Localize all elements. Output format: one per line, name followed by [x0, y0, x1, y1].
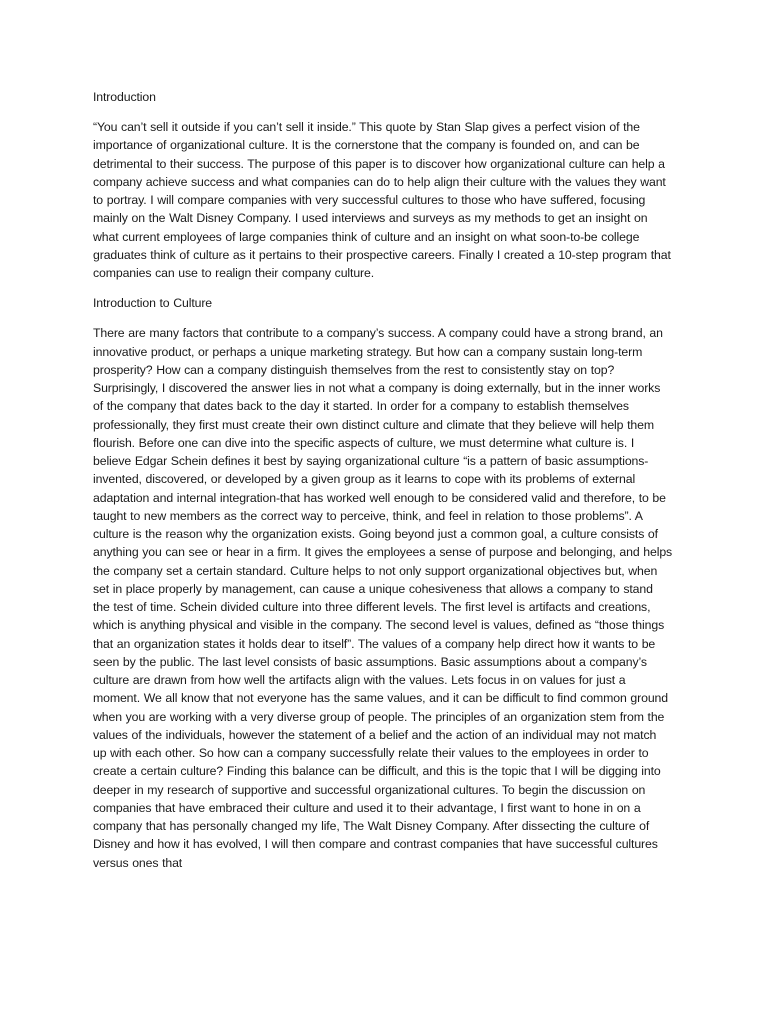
- paragraph-introduction: “You can’t sell it outside if you can’t sell it inside.” This quote by Stan Slap gives a perfect vision of the importance of organizational culture. It is the cornerstone that the company is founded on, and can be detrimental to their success. The purpose of this paper is to discover how organizational culture can help a company achieve success and what companies can do to help align their culture with the values they want to portray. I will compare companies with very successful cultures to those who have suffered, focusing mainly on the Walt Disney Company. I used interviews and surveys as my methods to get an insight on what current employees of large companies think of culture and an insight on what soon-to-be college graduates think of culture as it pertains to their prospective careers. Finally I created a 10-step program that companies can use to realign their company culture.: [93, 120, 671, 280]
- paragraph-introduction-to-culture: There are many factors that contribute to a company’s success. A company could have a strong brand, an innovative product, or perhaps a unique marketing strategy. But how can a company sustain long-term prosperity? How can a company distinguish themselves from the rest to consistently stay on top? Surprisingly, I discovered the answer lies in not what a company is doing externally, but in the inner works of the company that dates back to the day it started. In order for a company to establish themselves professionally, they first must create their own distinct culture and climate that they believe will help them flourish. Before one can dive into the specific aspects of culture, we must determine what culture is. I believe Edgar Schein defines it best by saying organizational culture “is a pattern of basic assumptions-invented, discovered, or developed by a given group as it learns to cope with its problems of external adaptation and internal integration-that has worked well enough to be considered valid and therefore, to be taught to new members as the correct way to perceive, think, and feel in relation to those problems”. A culture is the reason why the organization exists. Going beyond just a common goal, a culture consists of anything you can see or hear in a firm. It gives the employees a sense of purpose and belonging, and helps the company set a certain standard. Culture helps to not only support organizational objectives but, when set in place properly by management, can cause a unique cohesiveness that allows a company to stand the test of time. Schein divided culture into three different levels. The first level is artifacts and creations, which is anything physical and visible in the company. The second level is values, defined as “those things that an organization states it holds dear to itself”. The values of a company help direct how it wants to be seen by the public. The last level consists of basic assumptions. Basic assumptions about a company’s culture are drawn from how well the artifacts align with the values. Lets focus in on values for just a moment. We all know that not everyone has the same values, and it can be difficult to find common ground when you are working with a very diverse group of people. The principles of an organization stem from the values of the individuals, however the statement of a belief and the action of an individual may not match up with each other. So how can a company successfully relate their values to the employees in order to create a certain culture? Finding this balance can be difficult, and this is the topic that I will be digging into deeper in my research of supportive and successful organizational cultures. To begin the discussion on companies that have embraced their culture and used it to their advantage, I first want to hone in on a company that has personally changed my life, The Walt Disney Company. After dissecting the culture of Disney and how it has evolved, I will then compare and contrast companies that have successful cultures versus ones that: [93, 326, 673, 870]
- document-page: [93, 88, 673, 872]
- heading-introduction-to-culture: Introduction to Culture: [93, 296, 213, 311]
- heading-introduction: Introduction: [93, 90, 156, 104]
